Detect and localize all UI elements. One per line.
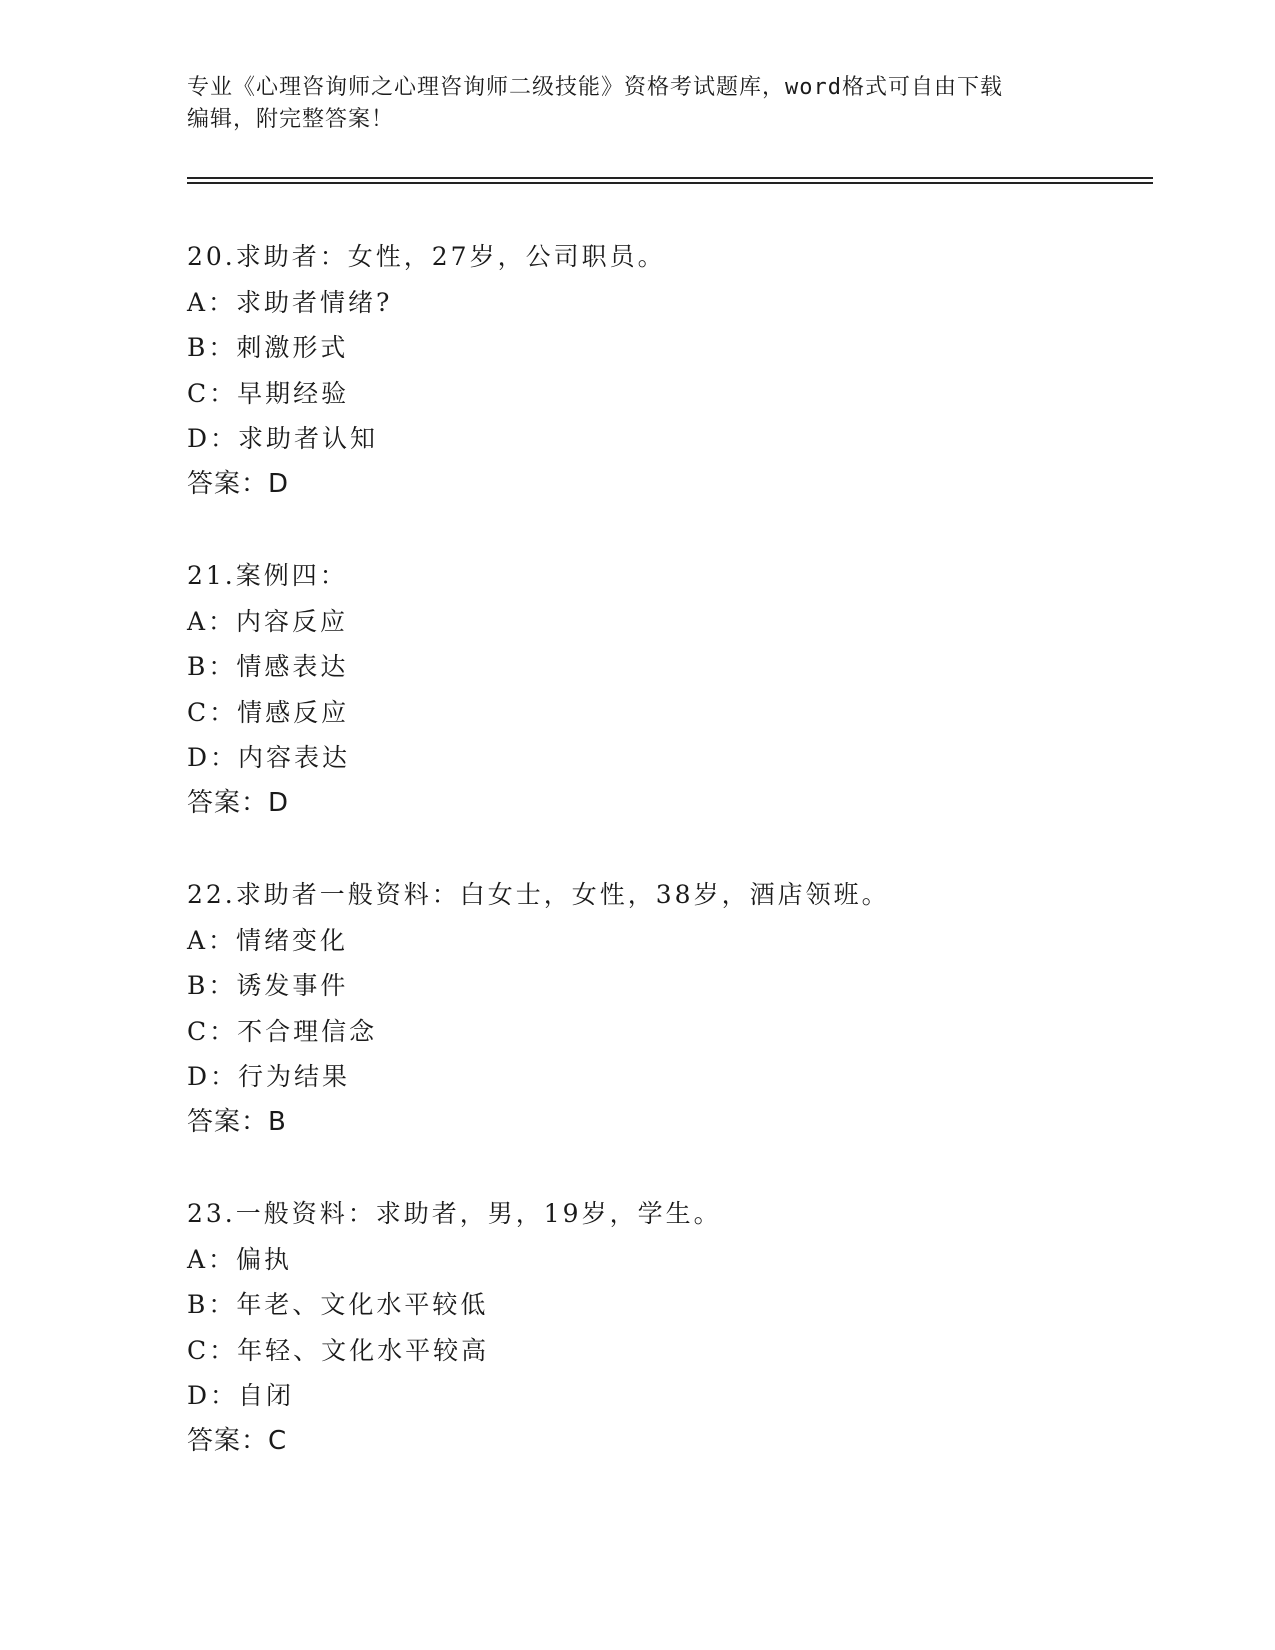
option-a: A：偏执 (187, 1244, 293, 1274)
option-d: D：自闭 (187, 1381, 295, 1411)
option-d: D：求助者认知 (187, 424, 379, 454)
option-c: C：年轻、文化水平较高 (187, 1335, 490, 1365)
question-stem: 23.一般资料：求助者，男，19岁，学生。 (187, 1199, 722, 1228)
option-c: C：不合理信念 (187, 1016, 378, 1046)
option-b: B：诱发事件 (187, 971, 349, 1001)
option-b: B：情感表达 (187, 652, 349, 682)
option-b: B：年老、文化水平较低 (187, 1290, 489, 1320)
question-23 (187, 1191, 722, 1465)
header-divider-top (187, 177, 1153, 179)
question-21 (187, 553, 350, 827)
option-a: A：情绪变化 (187, 925, 349, 955)
question-stem: 20.求助者：女性，27岁，公司职员。 (187, 242, 666, 271)
answer-key: 答案：B (187, 1106, 287, 1137)
header-divider-bottom (187, 182, 1153, 184)
option-c: C：情感反应 (187, 697, 350, 727)
question-stem: 22.求助者一般资料：白女士，女性，38岁，酒店领班。 (187, 880, 890, 909)
option-d: D：内容表达 (187, 743, 351, 773)
option-b: B：刺激形式 (187, 333, 349, 363)
question-20 (187, 234, 666, 508)
question-stem: 21.案例四： (187, 561, 348, 590)
option-d: D：行为结果 (187, 1062, 351, 1092)
document-header (187, 72, 1087, 136)
answer-key: 答案：D (187, 787, 290, 818)
answer-key: 答案：D (187, 468, 290, 499)
option-a: A：求助者情绪? (187, 287, 393, 317)
header-line-1: 专业《心理咨询师之心理咨询师二级技能》资格考试题库，word格式可自由下载 (187, 75, 1003, 100)
option-c: C：早期经验 (187, 378, 350, 408)
question-22 (187, 872, 890, 1146)
option-a: A：内容反应 (187, 606, 349, 636)
header-line-2: 编辑，附完整答案！ (187, 107, 395, 132)
answer-key: 答案：C (187, 1425, 288, 1456)
